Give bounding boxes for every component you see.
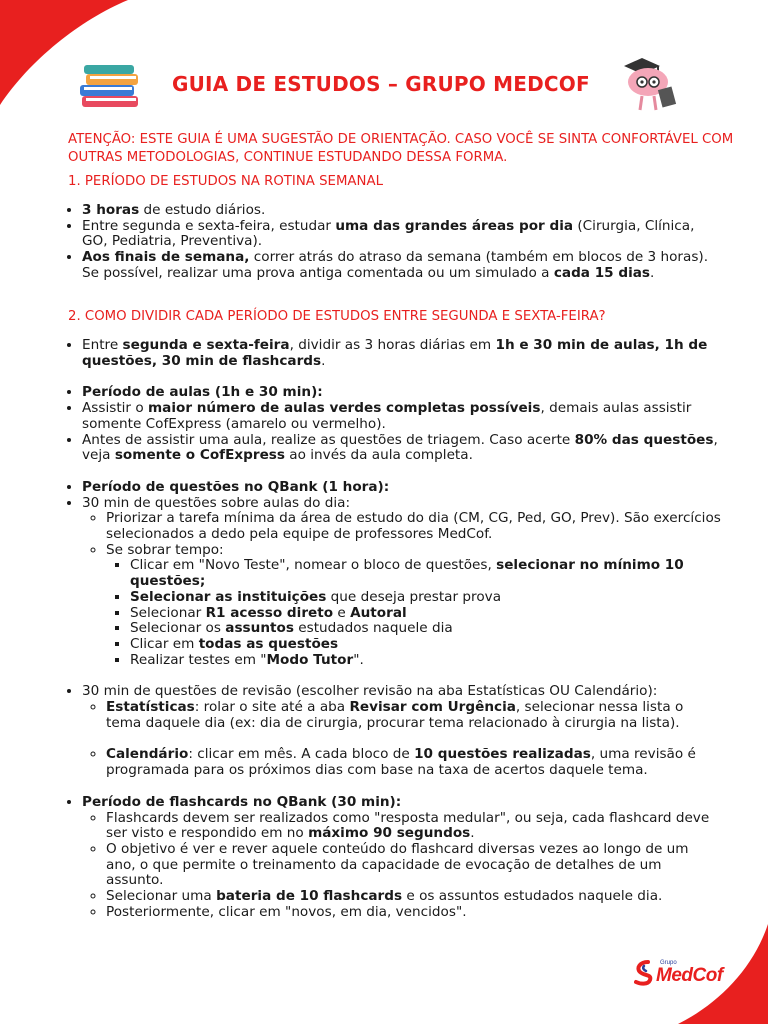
section-1-list [62, 203, 722, 282]
list-item: ◦ Calendário: clicar em mês. A cada bloco de 10 questões realizadas, uma revisão é programada para os próximos dias com base na taxa de acertos daquele tema. [106, 747, 722, 778]
list-item: • 30 min de questões sobre aulas do dia: ◦ Priorizar a tarefa mínima da área de estudo do dia (CM, CG, Ped, GO, Prev). São exercícios selecionados a dedo pela equipe de professores MedCof. ◦ Se sobrar tempo: ▪ Clicar em "Novo Teste", nomear o bloco de questões, selecionar no mínimo 10 questões; ▪ Selecionar as instituições que deseja prestar prova ▪ Selecionar R1 acesso direto e Autoral ▪ Selecionar os assuntos estudados naquele dia ▪ Clicar em todas as questões ▪ Realizar testes em "Modo Tutor". [82, 496, 722, 669]
list-item: • Assistir o maior número de aulas verdes completas possíveis, demais aulas assistir somente CofExpress (amarelo ou vermelho). [82, 401, 722, 432]
list-item: ◦ Posteriormente, clicar em "novos, em dia, vencidos". [106, 905, 722, 921]
brain-mascot-icon [618, 52, 684, 114]
logo-small-text: Grupo [660, 960, 677, 966]
list-item: • Período de questões no QBank (1 hora): [82, 480, 722, 496]
section-1-heading: 1. PERÍODO DE ESTUDOS NA ROTINA SEMANAL [68, 174, 383, 189]
list-item: ▪ Selecionar R1 acesso direto e Autoral [130, 606, 722, 622]
list-item: ◦ Priorizar a tarefa mínima da área de estudo do dia (CM, CG, Ped, GO, Prev). São exercícios selecionados a dedo pela equipe de professores MedCof. [106, 511, 722, 542]
list-item: ◦ Estatísticas: rolar o site até a aba Revisar com Urgência, selecionar nessa lista o tema daquele dia (ex: dia de cirurgia, procurar tema relacionado à cirurgia na lista). [106, 700, 722, 731]
list-item: • Período de aulas (1h e 30 min): [82, 385, 722, 401]
list-item: ▪ Clicar em todas as questões [130, 637, 722, 653]
list-item: ◦ Flashcards devem ser realizados como "resposta medular", ou seja, cada flashcard deve ser visto e respondido em no máximo 90 segundos. [106, 811, 722, 842]
logo-brand-text: MedCof [656, 965, 723, 986]
page-title: GUIA DE ESTUDOS – GRUPO MEDCOF [172, 72, 590, 96]
list-item: • 30 min de questões de revisão (escolher revisão na aba Estatísticas OU Calendário): ◦ Estatísticas: rolar o site até a aba Revisar com Urgência, selecionar nessa lista o tema daquele dia (ex: dia de cirurgia, procurar tema relacionado à cirurgia na lista). ◦ Calendário: clicar em mês. A cada bloco de 10 questões realizadas, uma revisão é programada para os próximos dias com base na taxa de acertos daquele tema. [82, 684, 722, 779]
books-icon [78, 64, 142, 110]
list-item: ◦ Selecionar uma bateria de 10 flashcards e os assuntos estudados naquele dia. [106, 889, 722, 905]
list-item: • 3 horas de estudo diários. [82, 203, 722, 219]
notice-text: ATENÇÃO: ESTE GUIA É UMA SUGESTÃO DE ORIENTAÇÃO. CASO VOCÊ SE SINTA CONFORTÁVEL COM OUTRAS METODOLOGIAS, CONTINUE ESTUDANDO DESSA FORMA. [68, 132, 734, 165]
list-item: • Antes de assistir uma aula, realize as questões de triagem. Caso acerte 80% das questões, veja somente o CofExpress ao invés da aula completa. [82, 433, 722, 464]
list-item: ▪ Selecionar as instituições que deseja prestar prova [130, 590, 722, 606]
list-item: ◦ Se sobrar tempo: ▪ Clicar em "Novo Teste", nomear o bloco de questões, selecionar no mínimo 10 questões; ▪ Selecionar as instituições que deseja prestar prova ▪ Selecionar R1 acesso direto e Autoral ▪ Selecionar os assuntos estudados naquele dia ▪ Clicar em todas as questões ▪ Realizar testes em "Modo Tutor". [106, 543, 722, 669]
list-item: • Período de flashcards no QBank (30 min): ◦ Flashcards devem ser realizados como "resposta medular", ou seja, cada flashcard deve ser visto e respondido em no máximo 90 segundos. ◦ O objetivo é ver e rever aquele conteúdo do flashcard diversas vezes ao longo de um ano, o que permite o treinamento da capacidade de evocação de detalhes de um assunto. ◦ Selecionar uma bateria de 10 flashcards e os assuntos estudados naquele dia. ◦ Posteriormente, clicar em "novos, em dia, vencidos". [82, 795, 722, 921]
section-2-heading: 2. COMO DIVIDIR CADA PERÍODO DE ESTUDOS ENTRE SEGUNDA E SEXTA-FEIRA? [68, 309, 606, 324]
logo-mark-icon [634, 960, 658, 986]
list-item: ▪ Realizar testes em "Modo Tutor". [130, 653, 722, 669]
list-item: • Aos finais de semana, correr atrás do atraso da semana (também em blocos de 3 horas). Se possível, realizar uma prova antiga comentada ou um simulado a cada 15 dias. [82, 250, 722, 281]
list-item: ◦ O objetivo é ver e rever aquele conteúdo do flashcard diversas vezes ao longo de um ano, o que permite o treinamento da capacidade de evocação de detalhes de um assunto. [106, 842, 722, 889]
list-item: ▪ Selecionar os assuntos estudados naquele dia [130, 621, 722, 637]
medcof-logo [634, 958, 734, 988]
list-item: ▪ Clicar em "Novo Teste", nomear o bloco de questões, selecionar no mínimo 10 questões; [130, 558, 722, 589]
section-2-list [62, 338, 722, 921]
list-item: • Entre segunda e sexta-feira, estudar uma das grandes áreas por dia (Cirurgia, Clínica, GO, Pediatria, Preventiva). [82, 219, 722, 250]
list-item: • Entre segunda e sexta-feira, dividir as 3 horas diárias em 1h e 30 min de aulas, 1h de questões, 30 min de flashcards. [82, 338, 722, 369]
